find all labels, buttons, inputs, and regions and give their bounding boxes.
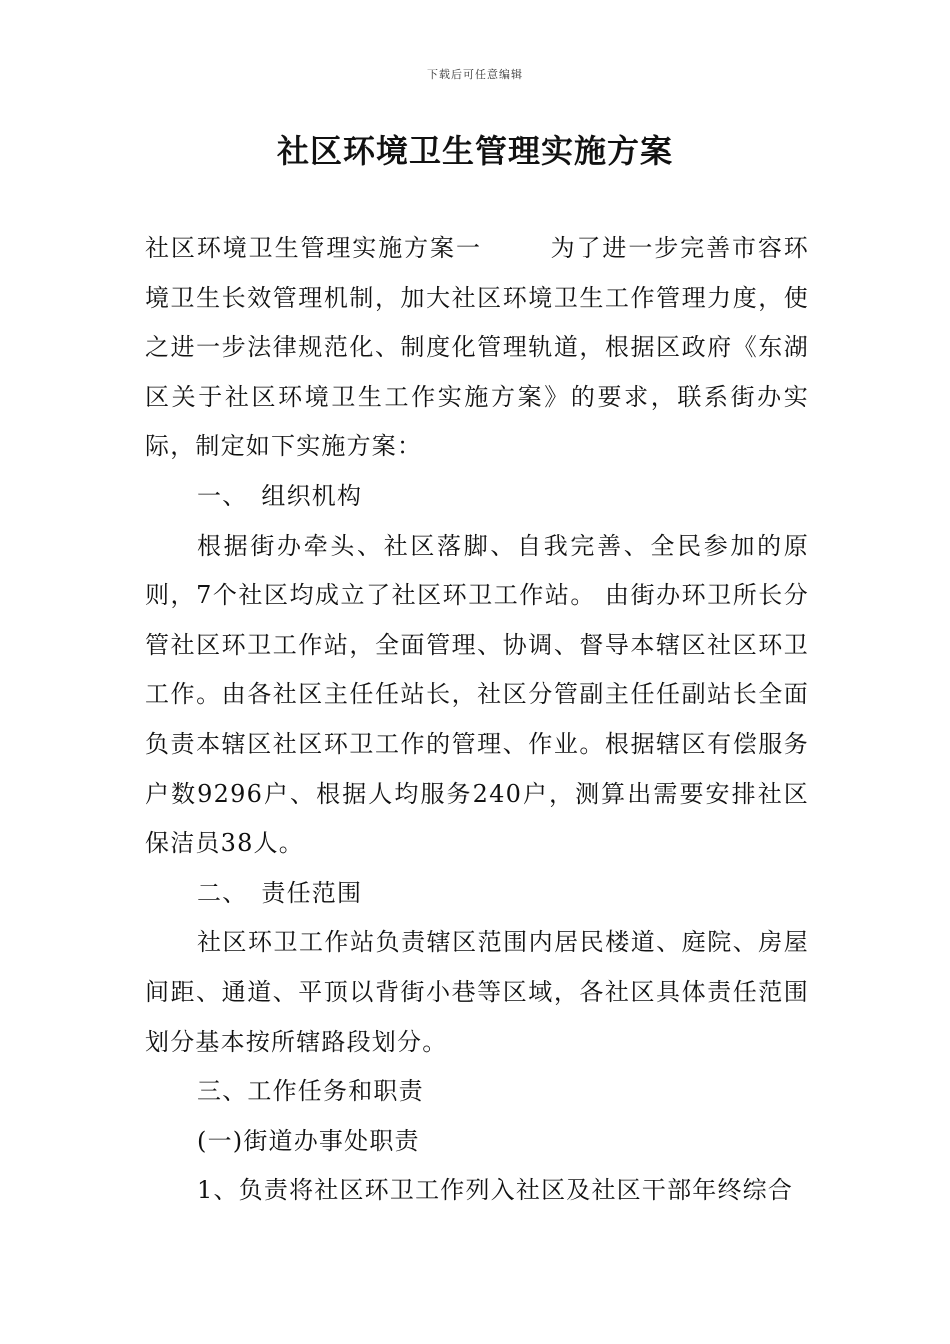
document-body [145, 224, 809, 1216]
section-2-number: 二、 [197, 878, 248, 907]
section-3-item-1: 1、负责将社区环卫工作列入社区及社区干部年终综合 [197, 1176, 794, 1205]
intro-text: 为了进一步完善市容环境卫生长效管理机制，加大社区环境卫生工作管理力度，使之进一步法律规范化、制度化管理轨道，根据区政府《东湖区关于社区环境卫生工作实施方案》的要求，联系街办实际，制定如下实施方案： [145, 234, 810, 461]
section-3-subheading-1: (一)街道办事处职责 [197, 1126, 420, 1155]
section-1-heading [145, 472, 809, 522]
section-2-heading [145, 869, 809, 919]
section-1-paragraph: 根据街办牵头、社区落脚、自我完善、全民参加的原则，7个社区均成立了社区环卫工作站。 由街办环卫所长分管社区环卫工作站，全面管理、协调、督导本辖区社区环卫工作。由各社区主任任站长，社区分管副主任任副站长全面负责本辖区社区环卫工作的管理、作业。根据辖区有偿服务户数9296户、根据人均服务240户，测算出需要安排社区保洁员38人。 [145, 531, 809, 858]
section-1-title: 组织机构 [261, 481, 363, 510]
header-note: 下载后可任意编辑 [427, 68, 523, 81]
section-1-number: 一、 [197, 481, 248, 510]
section-2-paragraph: 社区环卫工作站负责辖区范围内居民楼道、庭院、房屋间距、通道、平顶以背街小巷等区域，各社区具体责任范围划分基本按所辖路段划分。 [145, 928, 809, 1056]
section-2-title: 责任范围 [261, 878, 363, 907]
intro-paragraph [145, 224, 809, 472]
intro-lead: 社区环境卫生管理实施方案一 [145, 234, 482, 262]
document-title: 社区环境卫生管理实施方案 [276, 132, 673, 170]
section-3-heading: 三、工作任务和职责 [197, 1077, 424, 1106]
